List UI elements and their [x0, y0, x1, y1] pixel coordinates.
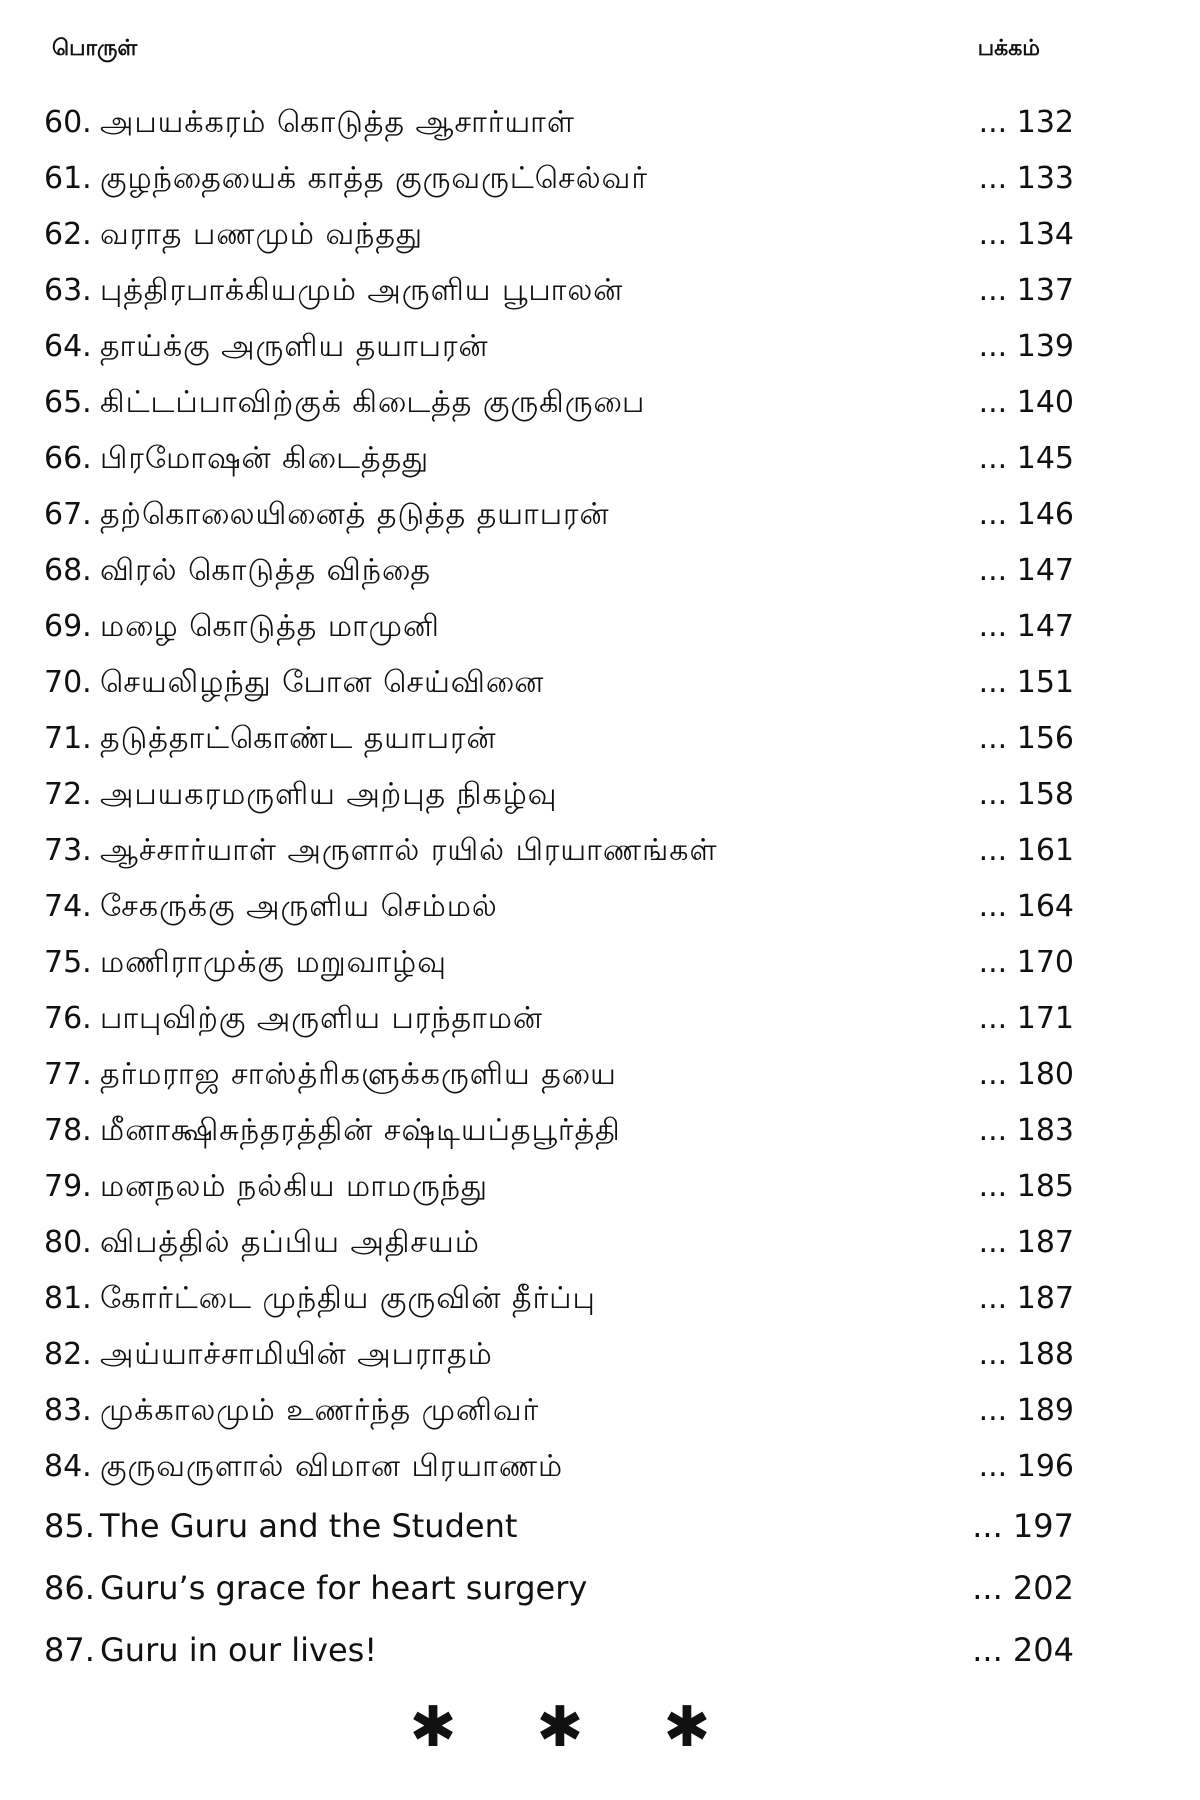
entry-page-number: ... 183 — [978, 1113, 1074, 1148]
toc-entry — [44, 1215, 1074, 1271]
entry-page-number: ... 202 — [972, 1569, 1074, 1607]
entry-number: 87. — [44, 1631, 95, 1669]
entry-title: குருவருளால் விமான பிரயாணம் — [100, 1449, 564, 1484]
entry-title: குழந்தையைக் காத்த குருவருட்செல்வர் — [100, 161, 649, 196]
entry-number: 66. — [44, 441, 92, 476]
entry-number: 64. — [44, 329, 92, 364]
entry-title: மனநலம் நல்கிய மாமருந்து — [100, 1169, 489, 1204]
entry-page-number: ... 134 — [978, 217, 1074, 252]
entry-page-number: ... 132 — [978, 105, 1074, 140]
toc-entry — [44, 1271, 1074, 1327]
entry-page-number: ... 133 — [978, 161, 1074, 196]
entry-title: தடுத்தாட்கொண்ட தயாபரன் — [100, 721, 497, 756]
entry-number: 73. — [44, 833, 92, 868]
entry-number: 63. — [44, 273, 92, 308]
entry-title: மழை கொடுத்த மாமுனி — [100, 609, 440, 644]
entry-number: 82. — [44, 1337, 92, 1372]
toc-entry — [44, 1047, 1074, 1103]
toc-entry — [44, 823, 1074, 879]
toc-entry — [44, 767, 1074, 823]
table-of-contents — [44, 95, 1074, 1681]
entry-number: 68. — [44, 553, 92, 588]
entry-page-number: ... 139 — [978, 329, 1074, 364]
toc-entry — [44, 1327, 1074, 1383]
entry-number: 80. — [44, 1225, 92, 1260]
toc-entry — [44, 1495, 1074, 1557]
entry-title: புத்திரபாக்கியமும் அருளிய பூபாலன் — [100, 273, 624, 308]
entry-page-number: ... 145 — [978, 441, 1074, 476]
entry-number: 61. — [44, 161, 92, 196]
entry-number: 62. — [44, 217, 92, 252]
toc-entry — [44, 711, 1074, 767]
entry-number: 78. — [44, 1113, 92, 1148]
toc-entry — [44, 319, 1074, 375]
toc-entry — [44, 991, 1074, 1047]
entry-title: விபத்தில் தப்பிய அதிசயம் — [100, 1225, 480, 1260]
entry-number: 79. — [44, 1169, 92, 1204]
toc-entry — [44, 263, 1074, 319]
entry-title: வராத பணமும் வந்தது — [100, 217, 423, 252]
toc-entry — [44, 879, 1074, 935]
entry-number: 77. — [44, 1057, 92, 1092]
entry-title: மீனாக்ஷிசுந்தரத்தின் சஷ்டியப்தபூர்த்தி — [100, 1113, 621, 1148]
entry-page-number: ... 140 — [978, 385, 1074, 420]
toc-header — [52, 36, 1040, 76]
entry-number: 72. — [44, 777, 92, 812]
entry-title: தற்கொலையினைத் தடுத்த தயாபரன் — [100, 497, 610, 532]
entry-title: தர்மராஜ சாஸ்த்ரிகளுக்கருளிய தயை — [100, 1057, 617, 1092]
entry-number: 76. — [44, 1001, 92, 1036]
entry-number: 74. — [44, 889, 92, 924]
entry-title: செயலிழந்து போன செய்வினை — [100, 665, 545, 700]
entry-number: 85. — [44, 1507, 95, 1545]
entry-page-number: ... 156 — [978, 721, 1074, 756]
entry-page-number: ... 146 — [978, 497, 1074, 532]
entry-number: 70. — [44, 665, 92, 700]
entry-page-number: ... 180 — [978, 1057, 1074, 1092]
entry-page-number: ... 197 — [972, 1507, 1074, 1545]
entry-title: அபயக்கரம் கொடுத்த ஆசார்யாள் — [100, 105, 575, 140]
entry-title: சேகருக்கு அருளிய செம்மல் — [100, 889, 498, 924]
asterisk-icon: ✱✱✱ — [409, 1695, 791, 1760]
entry-page-number: ... 170 — [978, 945, 1074, 980]
entry-title: Guru’s grace for heart surgery — [100, 1569, 588, 1607]
entry-page-number: ... 164 — [978, 889, 1074, 924]
entry-page-number: ... 189 — [978, 1393, 1074, 1428]
toc-entry — [44, 1103, 1074, 1159]
toc-entry — [44, 431, 1074, 487]
toc-entry — [44, 655, 1074, 711]
entry-title: ஆச்சார்யாள் அருளால் ரயில் பிரயாணங்கள் — [100, 833, 718, 868]
toc-entry — [44, 151, 1074, 207]
entry-title: அபயகரமருளிய அற்புத நிகழ்வு — [100, 777, 558, 812]
entry-title: முக்காலமும் உணர்ந்த முனிவர் — [100, 1393, 540, 1428]
entry-page-number: ... 171 — [978, 1001, 1074, 1036]
entry-number: 84. — [44, 1449, 92, 1484]
entry-number: 65. — [44, 385, 92, 420]
toc-entry — [44, 1557, 1074, 1619]
entry-title: பாபுவிற்கு அருளிய பரந்தாமன் — [100, 1001, 543, 1036]
toc-entry — [44, 487, 1074, 543]
entry-page-number: ... 196 — [978, 1449, 1074, 1484]
entry-number: 60. — [44, 105, 92, 140]
entry-page-number: ... 158 — [978, 777, 1074, 812]
page-column-label: பக்கம் — [977, 36, 1040, 61]
entry-page-number: ... 185 — [978, 1169, 1074, 1204]
entry-number: 67. — [44, 497, 92, 532]
entry-page-number: ... 161 — [978, 833, 1074, 868]
entry-number: 81. — [44, 1281, 92, 1316]
entry-title: மணிராமுக்கு மறுவாழ்வு — [100, 945, 447, 980]
entry-page-number: ... 147 — [978, 553, 1074, 588]
toc-entry — [44, 1619, 1074, 1681]
entry-page-number: ... 137 — [978, 273, 1074, 308]
entry-page-number: ... 151 — [978, 665, 1074, 700]
content-column-label: பொருள் — [52, 36, 138, 61]
toc-entry — [44, 1159, 1074, 1215]
entry-title: The Guru and the Student — [100, 1507, 518, 1545]
entry-number: 86. — [44, 1569, 95, 1607]
entry-title: விரல் கொடுத்த விந்தை — [100, 553, 431, 588]
entry-number: 71. — [44, 721, 92, 756]
entry-page-number: ... 188 — [978, 1337, 1074, 1372]
entry-title: அய்யாச்சாமியின் அபராதம் — [100, 1337, 493, 1372]
entry-page-number: ... 204 — [972, 1631, 1074, 1669]
toc-entry — [44, 1439, 1074, 1495]
entry-number: 75. — [44, 945, 92, 980]
toc-entry — [44, 1383, 1074, 1439]
entry-title: பிரமோஷன் கிடைத்தது — [100, 441, 430, 476]
toc-entry — [44, 95, 1074, 151]
toc-entry — [44, 935, 1074, 991]
toc-entry — [44, 375, 1074, 431]
toc-entry — [44, 543, 1074, 599]
entry-title: கிட்டப்பாவிற்குக் கிடைத்த குருகிருபை — [100, 385, 646, 420]
entry-page-number: ... 187 — [978, 1225, 1074, 1260]
entry-title: தாய்க்கு அருளிய தயாபரன் — [100, 329, 489, 364]
entry-number: 69. — [44, 609, 92, 644]
toc-entry — [44, 207, 1074, 263]
entry-page-number: ... 187 — [978, 1281, 1074, 1316]
entry-title: கோர்ட்டை முந்திய குருவின் தீர்ப்பு — [100, 1281, 596, 1316]
entry-page-number: ... 147 — [978, 609, 1074, 644]
toc-entry — [44, 599, 1074, 655]
entry-number: 83. — [44, 1393, 92, 1428]
entry-title: Guru in our lives! — [100, 1631, 378, 1669]
